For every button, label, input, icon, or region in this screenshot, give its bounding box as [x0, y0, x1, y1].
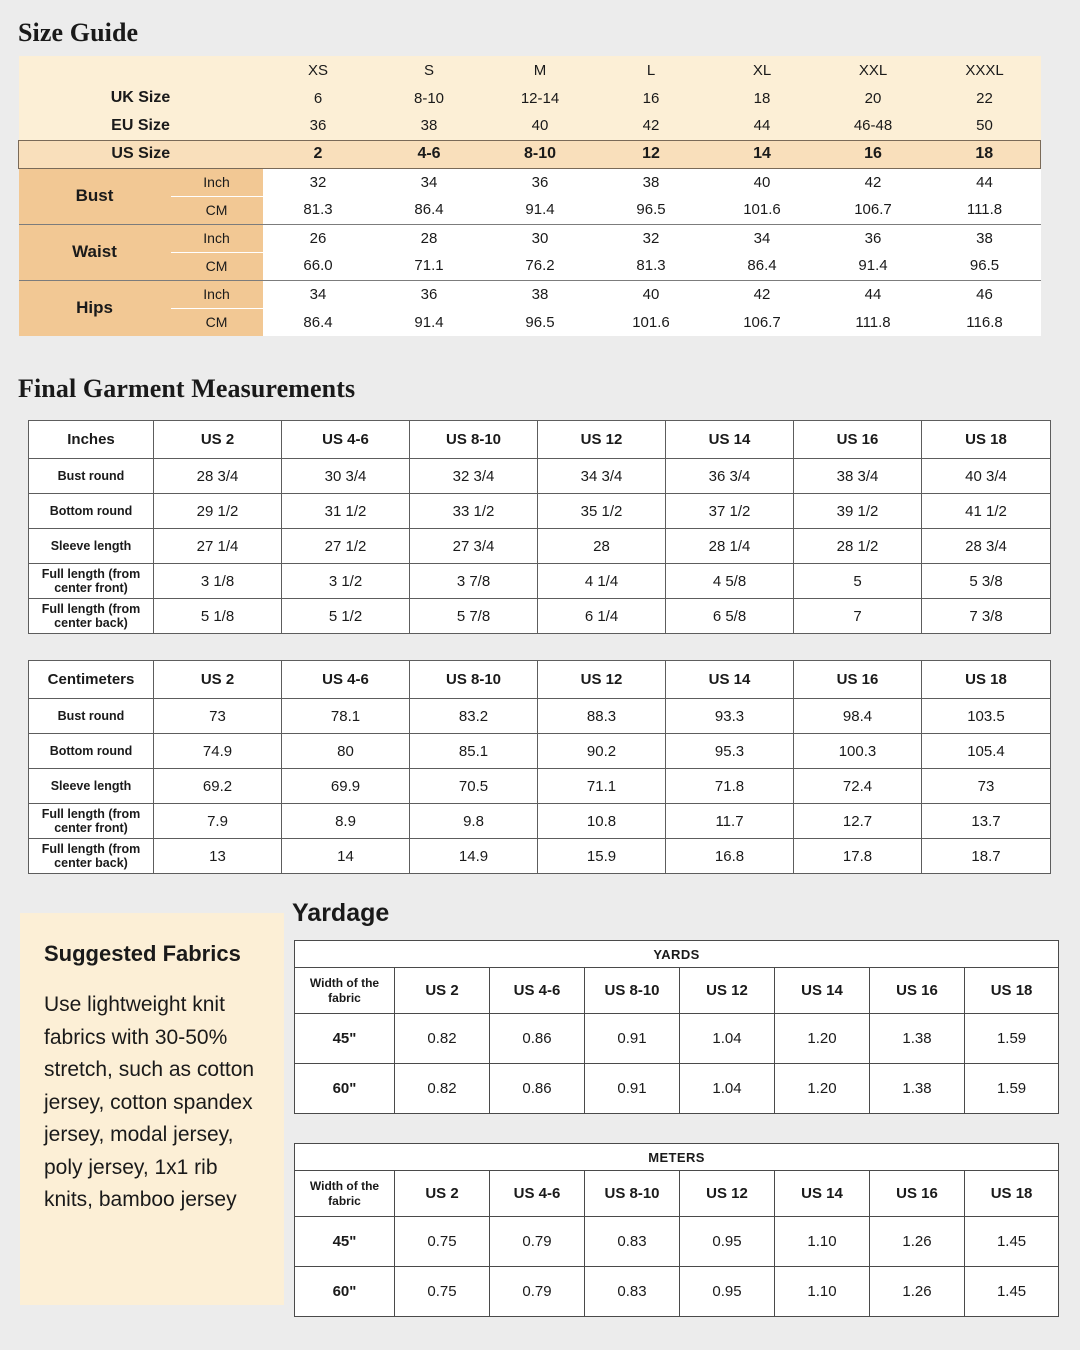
size-guide-measure-cell: 86.4 — [707, 252, 818, 280]
inches-value-cell: 5 7/8 — [410, 599, 538, 634]
size-guide-measure-cell: 116.8 — [929, 308, 1041, 336]
inches-row-label: Full length (from center back) — [29, 599, 154, 634]
meters-banner-row — [295, 1144, 1059, 1171]
inches-column-header: US 8-10 — [410, 421, 538, 459]
size-guide-measure-cell: 91.4 — [374, 308, 485, 336]
inches-value-cell: 7 — [794, 599, 922, 634]
yards-value-cell: 1.04 — [680, 1014, 775, 1064]
size-guide-measure-cell: 28 — [374, 224, 485, 252]
size-guide-measure-cell: 32 — [263, 168, 374, 196]
cm-header-row — [29, 661, 1051, 699]
size-guide-measure-cell: 44 — [818, 280, 929, 308]
size-guide-measure-cell: 42 — [707, 280, 818, 308]
yards-width-of-fabric-label: Width of the fabric — [295, 968, 395, 1014]
page-title-yardage: Yardage — [292, 899, 390, 927]
inches-value-cell: 27 1/2 — [282, 529, 410, 564]
size-guide-group-row-inch — [19, 280, 1041, 308]
cm-column-header: US 8-10 — [410, 661, 538, 699]
cm-value-cell: 98.4 — [794, 699, 922, 734]
meters-value-cell: 0.79 — [490, 1267, 585, 1317]
cm-column-header: US 2 — [154, 661, 282, 699]
yards-column-header: US 2 — [395, 968, 490, 1014]
cm-value-cell: 71.1 — [538, 769, 666, 804]
size-guide-measure-cell: 38 — [485, 280, 596, 308]
inches-value-cell: 29 1/2 — [154, 494, 282, 529]
size-guide-measure-cell: 34 — [707, 224, 818, 252]
yards-value-cell: 1.59 — [965, 1014, 1059, 1064]
yards-value-cell: 1.20 — [775, 1064, 870, 1114]
meters-row-label: 45" — [295, 1217, 395, 1267]
inches-value-cell: 3 1/8 — [154, 564, 282, 599]
inches-row-label: Bust round — [29, 459, 154, 494]
size-guide-unit-cm: CM — [171, 308, 263, 336]
cm-value-cell: 8.9 — [282, 804, 410, 839]
inches-value-cell: 31 1/2 — [282, 494, 410, 529]
inches-value-cell: 35 1/2 — [538, 494, 666, 529]
table-row — [295, 1064, 1059, 1114]
inches-value-cell: 28 3/4 — [922, 529, 1051, 564]
size-guide-cell: 16 — [596, 84, 707, 112]
suggested-fabrics-title: Suggested Fabrics — [44, 941, 241, 966]
size-guide-row-eu-size — [19, 112, 1041, 140]
cm-value-cell: 90.2 — [538, 734, 666, 769]
page-title-size-guide: Size Guide — [18, 18, 139, 47]
yards-banner-row — [295, 941, 1059, 968]
inches-measurements-table — [28, 420, 1051, 634]
size-guide-cell: 12 — [596, 140, 707, 168]
table-row — [29, 839, 1051, 874]
size-guide-cell: 50 — [929, 112, 1041, 140]
yardage-yards-table — [294, 940, 1059, 1114]
size-guide-group-row-inch — [19, 224, 1041, 252]
yards-value-cell: 1.04 — [680, 1064, 775, 1114]
inches-value-cell: 28 — [538, 529, 666, 564]
size-guide-cell: 20 — [818, 84, 929, 112]
size-guide-measure-cell: 34 — [263, 280, 374, 308]
inches-column-header: US 12 — [538, 421, 666, 459]
size-guide-unit-inch: Inch — [171, 280, 263, 308]
inches-value-cell: 5 1/8 — [154, 599, 282, 634]
cm-value-cell: 18.7 — [922, 839, 1051, 874]
cm-value-cell: 13.7 — [922, 804, 1051, 839]
meters-value-cell: 0.95 — [680, 1217, 775, 1267]
size-guide-cell: 16 — [818, 140, 929, 168]
cm-value-cell: 69.2 — [154, 769, 282, 804]
size-guide-measure-cell: 91.4 — [485, 196, 596, 224]
yards-row-label: 60" — [295, 1064, 395, 1114]
cm-value-cell: 80 — [282, 734, 410, 769]
cm-column-header: US 4-6 — [282, 661, 410, 699]
cm-value-cell: 71.8 — [666, 769, 794, 804]
meters-value-cell: 1.45 — [965, 1217, 1059, 1267]
meters-value-cell: 0.83 — [585, 1267, 680, 1317]
inches-value-cell: 5 1/2 — [282, 599, 410, 634]
yards-column-header: US 8-10 — [585, 968, 680, 1014]
size-guide-cell: 6 — [263, 84, 374, 112]
table-row — [295, 1014, 1059, 1064]
inches-value-cell: 33 1/2 — [410, 494, 538, 529]
inches-value-cell: 34 3/4 — [538, 459, 666, 494]
cm-value-cell: 17.8 — [794, 839, 922, 874]
inches-row-label: Sleeve length — [29, 529, 154, 564]
meters-column-header: US 18 — [965, 1171, 1059, 1217]
inches-column-header: US 18 — [922, 421, 1051, 459]
inches-column-header: US 16 — [794, 421, 922, 459]
inches-value-cell: 3 7/8 — [410, 564, 538, 599]
inches-value-cell: 6 1/4 — [538, 599, 666, 634]
yards-column-header: US 18 — [965, 968, 1059, 1014]
cm-value-cell: 69.9 — [282, 769, 410, 804]
size-guide-measure-cell: 81.3 — [263, 196, 374, 224]
cm-value-cell: 12.7 — [794, 804, 922, 839]
inches-value-cell: 28 1/4 — [666, 529, 794, 564]
size-guide-measure-cell: 36 — [818, 224, 929, 252]
size-guide-unit-inch: Inch — [171, 168, 263, 196]
cm-value-cell: 13 — [154, 839, 282, 874]
size-guide-measure-cell: 36 — [485, 168, 596, 196]
cm-value-cell: 73 — [154, 699, 282, 734]
size-guide-group-row-inch — [19, 168, 1041, 196]
page-title-final-garment: Final Garment Measurements — [18, 374, 356, 403]
inches-value-cell: 38 3/4 — [794, 459, 922, 494]
cm-corner-label: Centimeters — [29, 661, 154, 699]
inches-value-cell: 36 3/4 — [666, 459, 794, 494]
table-row — [29, 494, 1051, 529]
yards-value-cell: 0.86 — [490, 1064, 585, 1114]
size-guide-measure-cell: 86.4 — [263, 308, 374, 336]
inches-column-header: US 4-6 — [282, 421, 410, 459]
inches-row-label: Bottom round — [29, 494, 154, 529]
inches-corner-label: Inches — [29, 421, 154, 459]
inches-value-cell: 28 1/2 — [794, 529, 922, 564]
inches-value-cell: 39 1/2 — [794, 494, 922, 529]
inches-value-cell: 37 1/2 — [666, 494, 794, 529]
size-guide-header-blank — [19, 56, 263, 84]
cm-row-label: Full length (from center back) — [29, 839, 154, 874]
cm-column-header: US 18 — [922, 661, 1051, 699]
cm-row-label: Sleeve length — [29, 769, 154, 804]
inches-value-cell: 4 5/8 — [666, 564, 794, 599]
size-guide-measure-cell: 44 — [929, 168, 1041, 196]
yards-column-header: US 4-6 — [490, 968, 585, 1014]
yards-value-cell: 0.82 — [395, 1064, 490, 1114]
meters-value-cell: 0.75 — [395, 1217, 490, 1267]
cm-value-cell: 11.7 — [666, 804, 794, 839]
meters-column-header: US 2 — [395, 1171, 490, 1217]
size-guide-group-row-cm — [19, 308, 1041, 336]
table-row — [29, 769, 1051, 804]
size-guide-size-label-6: XXXL — [929, 56, 1041, 84]
size-guide-measure-cell: 91.4 — [818, 252, 929, 280]
inches-value-cell: 27 3/4 — [410, 529, 538, 564]
inches-value-cell: 5 3/8 — [922, 564, 1051, 599]
size-guide-cell: 36 — [263, 112, 374, 140]
table-row — [295, 1217, 1059, 1267]
size-guide-measure-cell: 46 — [929, 280, 1041, 308]
yards-value-cell: 1.38 — [870, 1064, 965, 1114]
size-guide-cell: 8-10 — [374, 84, 485, 112]
yards-column-header: US 14 — [775, 968, 870, 1014]
meters-width-of-fabric-label: Width of the fabric — [295, 1171, 395, 1217]
inches-column-header: US 2 — [154, 421, 282, 459]
size-guide-measure-cell: 40 — [596, 280, 707, 308]
cm-row-label: Bottom round — [29, 734, 154, 769]
size-guide-row-us-size — [19, 140, 1041, 168]
size-guide-table — [18, 56, 1041, 336]
inches-row-label: Full length (from center front) — [29, 564, 154, 599]
meters-row-label: 60" — [295, 1267, 395, 1317]
meters-value-cell: 0.79 — [490, 1217, 585, 1267]
inches-value-cell: 28 3/4 — [154, 459, 282, 494]
yards-header-row — [295, 968, 1059, 1014]
inches-value-cell: 4 1/4 — [538, 564, 666, 599]
cm-value-cell: 93.3 — [666, 699, 794, 734]
size-guide-unit-inch: Inch — [171, 224, 263, 252]
size-guide-cell: 18 — [929, 140, 1041, 168]
table-row — [29, 699, 1051, 734]
meters-value-cell: 1.10 — [775, 1267, 870, 1317]
meters-value-cell: 0.83 — [585, 1217, 680, 1267]
yards-column-header: US 16 — [870, 968, 965, 1014]
meters-value-cell: 0.75 — [395, 1267, 490, 1317]
size-guide-measure-cell: 111.8 — [929, 196, 1041, 224]
suggested-fabrics-body: Use lightweight knit fabrics with 30-50% stretch, such as cotton jersey, cotton spandex jersey, modal jersey, poly jersey, 1x1 rib knits, bamboo jersey — [44, 993, 255, 1212]
size-guide-measure-cell: 38 — [596, 168, 707, 196]
size-guide-cell: 44 — [707, 112, 818, 140]
yards-value-cell: 1.20 — [775, 1014, 870, 1064]
cm-value-cell: 70.5 — [410, 769, 538, 804]
yardage-meters-table — [294, 1143, 1059, 1317]
cm-column-header: US 14 — [666, 661, 794, 699]
size-guide-cell: 8-10 — [485, 140, 596, 168]
size-guide-measure-cell: 101.6 — [707, 196, 818, 224]
size-guide-cell: 46-48 — [818, 112, 929, 140]
size-guide-measure-cell: 96.5 — [485, 308, 596, 336]
centimeters-measurements-table — [28, 660, 1051, 874]
inches-value-cell: 40 3/4 — [922, 459, 1051, 494]
table-row — [29, 599, 1051, 634]
size-guide-cell: 12-14 — [485, 84, 596, 112]
size-guide-measure-cell: 101.6 — [596, 308, 707, 336]
size-guide-cell: 42 — [596, 112, 707, 140]
suggested-fabrics-panel — [20, 913, 284, 1305]
inches-value-cell: 27 1/4 — [154, 529, 282, 564]
meters-unit-banner: METERS — [295, 1144, 1059, 1171]
cm-value-cell: 72.4 — [794, 769, 922, 804]
yards-value-cell: 0.86 — [490, 1014, 585, 1064]
cm-row-label: Full length (from center front) — [29, 804, 154, 839]
yards-value-cell: 0.91 — [585, 1064, 680, 1114]
meters-header-row — [295, 1171, 1059, 1217]
table-row — [29, 529, 1051, 564]
inches-value-cell: 5 — [794, 564, 922, 599]
meters-column-header: US 12 — [680, 1171, 775, 1217]
size-guide-header-row — [19, 56, 1041, 84]
size-guide-row-uk-size — [19, 84, 1041, 112]
size-guide-measure-cell: 34 — [374, 168, 485, 196]
inches-value-cell: 3 1/2 — [282, 564, 410, 599]
inches-header-row — [29, 421, 1051, 459]
yards-value-cell: 1.59 — [965, 1064, 1059, 1114]
cm-row-label: Bust round — [29, 699, 154, 734]
yards-row-label: 45" — [295, 1014, 395, 1064]
table-row — [29, 564, 1051, 599]
size-guide-measure-cell: 26 — [263, 224, 374, 252]
size-guide-group-name: Bust — [19, 168, 171, 224]
cm-column-header: US 16 — [794, 661, 922, 699]
size-guide-size-label-2: M — [485, 56, 596, 84]
table-row — [29, 459, 1051, 494]
inches-value-cell: 30 3/4 — [282, 459, 410, 494]
size-guide-measure-cell: 96.5 — [929, 252, 1041, 280]
size-guide-row-label: UK Size — [19, 84, 263, 112]
meters-column-header: US 8-10 — [585, 1171, 680, 1217]
size-guide-cell: 14 — [707, 140, 818, 168]
size-guide-group-name: Hips — [19, 280, 171, 336]
size-guide-measure-cell: 66.0 — [263, 252, 374, 280]
size-guide-group-name: Waist — [19, 224, 171, 280]
size-guide-measure-cell: 81.3 — [596, 252, 707, 280]
table-row — [29, 804, 1051, 839]
meters-value-cell: 0.95 — [680, 1267, 775, 1317]
table-row — [29, 734, 1051, 769]
size-guide-group-row-cm — [19, 252, 1041, 280]
size-guide-size-label-0: XS — [263, 56, 374, 84]
cm-value-cell: 100.3 — [794, 734, 922, 769]
cm-value-cell: 78.1 — [282, 699, 410, 734]
table-row — [295, 1267, 1059, 1317]
size-guide-cell: 22 — [929, 84, 1041, 112]
cm-value-cell: 95.3 — [666, 734, 794, 769]
cm-value-cell: 14 — [282, 839, 410, 874]
meters-value-cell: 1.10 — [775, 1217, 870, 1267]
meters-value-cell: 1.45 — [965, 1267, 1059, 1317]
size-guide-size-label-5: XXL — [818, 56, 929, 84]
cm-value-cell: 7.9 — [154, 804, 282, 839]
size-guide-measure-cell: 36 — [374, 280, 485, 308]
meters-column-header: US 16 — [870, 1171, 965, 1217]
cm-value-cell: 103.5 — [922, 699, 1051, 734]
yards-column-header: US 12 — [680, 968, 775, 1014]
cm-value-cell: 88.3 — [538, 699, 666, 734]
size-guide-measure-cell: 111.8 — [818, 308, 929, 336]
size-guide-size-label-4: XL — [707, 56, 818, 84]
size-guide-cell: 18 — [707, 84, 818, 112]
inches-value-cell: 6 5/8 — [666, 599, 794, 634]
yards-value-cell: 1.38 — [870, 1014, 965, 1064]
cm-value-cell: 105.4 — [922, 734, 1051, 769]
meters-value-cell: 1.26 — [870, 1267, 965, 1317]
size-guide-cell: 2 — [263, 140, 374, 168]
size-guide-measure-cell: 42 — [818, 168, 929, 196]
inches-value-cell: 41 1/2 — [922, 494, 1051, 529]
size-guide-row-label: US Size — [19, 140, 263, 168]
size-guide-cell: 4-6 — [374, 140, 485, 168]
inches-column-header: US 14 — [666, 421, 794, 459]
yards-value-cell: 0.82 — [395, 1014, 490, 1064]
size-guide-unit-cm: CM — [171, 252, 263, 280]
cm-column-header: US 12 — [538, 661, 666, 699]
size-guide-measure-cell: 96.5 — [596, 196, 707, 224]
size-guide-cell: 40 — [485, 112, 596, 140]
size-guide-size-label-1: S — [374, 56, 485, 84]
size-guide-group-row-cm — [19, 196, 1041, 224]
inches-value-cell: 32 3/4 — [410, 459, 538, 494]
size-guide-measure-cell: 71.1 — [374, 252, 485, 280]
cm-value-cell: 10.8 — [538, 804, 666, 839]
size-guide-measure-cell: 86.4 — [374, 196, 485, 224]
size-guide-measure-cell: 106.7 — [818, 196, 929, 224]
meters-column-header: US 4-6 — [490, 1171, 585, 1217]
cm-value-cell: 16.8 — [666, 839, 794, 874]
inches-value-cell: 7 3/8 — [922, 599, 1051, 634]
cm-value-cell: 9.8 — [410, 804, 538, 839]
size-guide-measure-cell: 40 — [707, 168, 818, 196]
cm-value-cell: 74.9 — [154, 734, 282, 769]
cm-value-cell: 83.2 — [410, 699, 538, 734]
size-guide-row-label: EU Size — [19, 112, 263, 140]
size-guide-unit-cm: CM — [171, 196, 263, 224]
size-guide-measure-cell: 32 — [596, 224, 707, 252]
meters-column-header: US 14 — [775, 1171, 870, 1217]
size-guide-measure-cell: 38 — [929, 224, 1041, 252]
yards-value-cell: 0.91 — [585, 1014, 680, 1064]
size-guide-measure-cell: 76.2 — [485, 252, 596, 280]
size-guide-measure-cell: 106.7 — [707, 308, 818, 336]
meters-value-cell: 1.26 — [870, 1217, 965, 1267]
size-guide-size-label-3: L — [596, 56, 707, 84]
yards-unit-banner: YARDS — [295, 941, 1059, 968]
cm-value-cell: 15.9 — [538, 839, 666, 874]
cm-value-cell: 73 — [922, 769, 1051, 804]
size-guide-measure-cell: 30 — [485, 224, 596, 252]
cm-value-cell: 14.9 — [410, 839, 538, 874]
size-guide-cell: 38 — [374, 112, 485, 140]
cm-value-cell: 85.1 — [410, 734, 538, 769]
